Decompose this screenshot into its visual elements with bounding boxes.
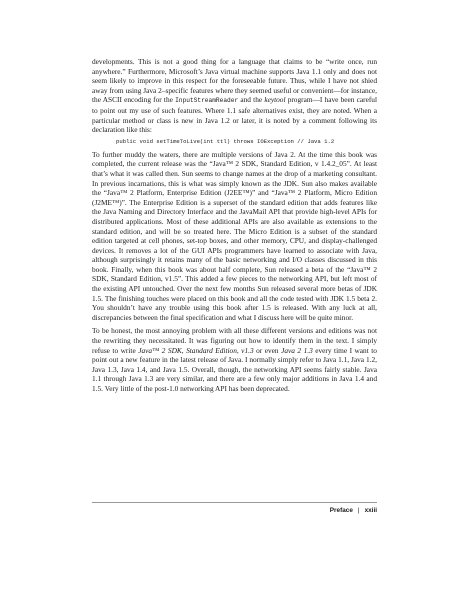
paragraph-text: every time I want to point out a new feature in the latest release of Java. I normally simply refer to Java 1.1, Java 1.2, Java 1.3, Java 1.4, and Java 1.5. Overall, though, the networking API seems fairly stable. Java 1.1 through Java 1.3 are very similar, and there are a few only major additions in Java 1.4 and 1.5. Very little of the post-1.0 networking API has been deprecated. <box>92 345 377 393</box>
code-example: public void setTimeToLive(int ttl) throws IOException // Java 1.2 <box>116 137 335 145</box>
page-number: xxiii <box>364 507 377 514</box>
body-text <box>92 57 377 394</box>
paragraph-text: To further muddy the waters, there are multiple versions of Java 2. At the time this book was completed, the current release was the “Java™ 2 SDK, Standard Edition, v 1.4.2_05”. At least that’s what it was called then. Sun seems to change names at the drop of a marketing consultant. In previous incarnations, this is what was simply known as the JDK. Sun also makes available the “Java™ 2 Platform, Enterprise Edition (J2EE™)” and “Java™ 2 Platform, Micro Edition (J2ME™)”. The Enterprise Edition is a superset of the standard edition that adds features like the Java Naming and Directory Interface and the JavaMail API that provide high-level APIs for distributed applications. Most of these additional APIs are also available as extensions to the standard edition, and will be so treated here. The Micro Edition is a subset of the standard edition targeted at cell phones, set-top boxes, and other memory, CPU, and display-challenged devices. It removes a lot of the GUI APIs programmers have learned to associate with Java, although surprisingly it retains many of the basic networking and I/O classes discussed in this book. Finally, when this book was about half complete, Sun released a beta of the “Java™ 2 SDK, Standard Edition, v1.5”. This added a few pieces to the networking API, but left most of the existing API untouched. Over the next few months Sun released several more betas of JDK 1.5. The finishing touches were placed on this book and all the code tested with JDK 1.5 beta 2. You shouldn’t have any trouble using this book after 1.5 is released. With any luck at all, discrepancies between the final specification and what I discuss here will be quite minor. <box>92 149 377 322</box>
footer-section-title: Preface <box>329 507 353 514</box>
inline-code-inputstreamreader: InputStreamReader <box>175 97 239 105</box>
paragraph-text: developments. This is not a good thing for a language that claims to be “write once, run anywhere.” Furthermore, Microsoft’s Java virtual machine supports Java 1.1 only and does not seem likely to improve in this respect for the foreseeable future. Thus, while I have not shied away from using Java 2–specific features where they seemed useful or convenient—for instance, the ASCII encoding for the <box>92 57 377 105</box>
paragraph-text: and the <box>238 95 265 105</box>
paragraph-java2-editions <box>92 150 377 323</box>
inline-term-keytool: keytool <box>264 95 286 105</box>
footer-divider <box>92 502 377 503</box>
paragraph-text: To be honest, the most annoying problem with all these different versions and editions was not the rewriting they necessitated. It was figuring out how to identify them in the text. I simply refuse to write <box>92 326 377 355</box>
emphasis-text: Java™ 2 SDK, Standard Edition, v1.3 <box>138 345 254 355</box>
footer-separator: | <box>357 507 360 514</box>
paragraph-java-versions-intro <box>92 57 377 135</box>
paragraph-version-naming <box>92 326 377 393</box>
paragraph-text: or even <box>253 345 282 355</box>
emphasis-text: Java 2 1.3 <box>281 345 313 355</box>
paragraph-text: program—I have been careful to point out my use of such features. Where 1.1 safe alternatives exist, they are noted. When a particular method or class is new in Java 1.2 or later, it is noted by a comment following its declaration like this: <box>92 95 377 135</box>
page-footer <box>92 507 377 514</box>
